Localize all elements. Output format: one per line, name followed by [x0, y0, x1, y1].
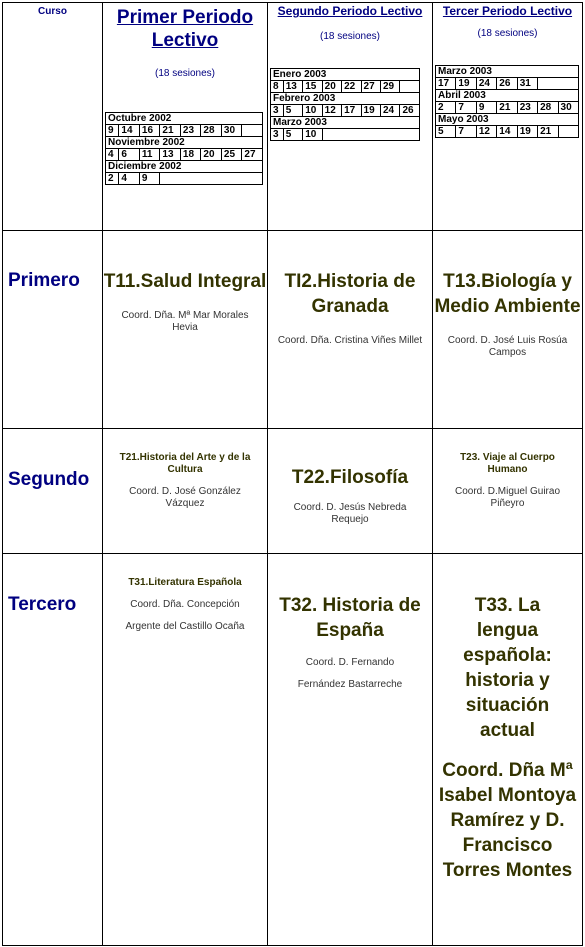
course-t23-coord: Coord. D.Miguel Guirao Piñeyro — [454, 486, 561, 509]
calendar-day: 21 — [160, 125, 181, 137]
calendar-month-label: Febrero 2003 — [271, 93, 420, 105]
course-t31-coord-1: Coord. Dña. Concepción — [130, 599, 240, 610]
calendar-empty-cell — [400, 81, 420, 93]
period1-title[interactable]: Primer Periodo Lectivo — [116, 7, 254, 51]
row-label-segundo: Segundo — [8, 469, 90, 490]
calendar-day: 7 — [456, 126, 476, 138]
course-t21-title: T21.Historia del Arte y de la Cultura — [119, 452, 251, 475]
calendar-day: 17 — [436, 78, 456, 90]
calendar-day: 30 — [558, 102, 578, 114]
course-t32-coord-2: Fernández Bastarreche — [297, 679, 403, 690]
course-t31-cell — [103, 554, 268, 946]
calendar-day: 3 — [271, 105, 284, 117]
calendar-month-label: Diciembre 2002 — [106, 161, 263, 173]
calendar-day: 13 — [283, 81, 302, 93]
calendar-day: 11 — [139, 149, 160, 161]
period3-calendar — [435, 65, 579, 138]
calendar-empty-cell — [558, 126, 578, 138]
calendar-day: 18 — [180, 149, 201, 161]
row-primero-label-cell — [3, 231, 103, 429]
course-t21-coord: Coord. D. José González Vázquez — [129, 486, 241, 509]
course-t12-title: TI2.Historia de Granada — [284, 271, 416, 317]
calendar-month-label: Marzo 2003 — [271, 117, 420, 129]
calendar-day: 20 — [322, 81, 341, 93]
course-t13-cell — [433, 231, 583, 429]
calendar-day: 8 — [271, 81, 284, 93]
calendar-day: 17 — [342, 105, 361, 117]
calendar-day: 19 — [456, 78, 476, 90]
row-segundo-label-cell — [3, 429, 103, 554]
row-primero — [3, 231, 583, 429]
course-t22-cell — [268, 429, 433, 554]
period1-calendar — [105, 112, 263, 185]
calendar-day: 26 — [497, 78, 517, 90]
calendar-day: 31 — [517, 78, 537, 90]
course-t11-title: T11.Salud Integral — [103, 271, 267, 292]
course-t22-coord: Coord. D. Jesús Nebreda Requejo — [293, 502, 407, 525]
course-t31-title: T31.Literatura Española — [128, 577, 242, 588]
calendar-empty-cell — [538, 78, 579, 90]
calendar-day: 5 — [283, 105, 302, 117]
row-tercero-label-cell — [3, 554, 103, 946]
course-t13-coord: Coord. D. José Luis Rosúa Campos — [447, 335, 568, 358]
calendar-day: 9 — [106, 125, 119, 137]
course-t13-title: T13.Biología y Medio Ambiente — [434, 271, 581, 317]
calendar-day: 29 — [381, 81, 400, 93]
course-t32-cell — [268, 554, 433, 946]
course-t33-title: T33. La lengua española: historia y situación actual — [463, 595, 552, 741]
curso-header-cell — [3, 3, 103, 231]
course-t31-coord-2: Argente del Castillo Ocaña — [125, 621, 245, 632]
calendar-day: 3 — [271, 129, 284, 141]
header-row — [3, 3, 583, 231]
calendar-day: 16 — [139, 125, 160, 137]
calendar-day: 21 — [497, 102, 517, 114]
calendar-day: 4 — [119, 173, 140, 185]
calendar-day: 23 — [517, 102, 537, 114]
calendar-day: 10 — [303, 129, 322, 141]
course-t33-cell — [433, 554, 583, 946]
calendar-day: 4 — [106, 149, 119, 161]
period3-sessions: (18 sesiones) — [477, 28, 538, 39]
program-table — [2, 2, 583, 946]
calendar-day: 5 — [283, 129, 302, 141]
course-t12-coord: Coord. Dña. Cristina Viñes Millet — [277, 335, 423, 346]
period1-header-cell — [103, 3, 268, 231]
period2-header-cell — [268, 3, 433, 231]
period3-header-cell — [433, 3, 583, 231]
calendar-day: 6 — [119, 149, 140, 161]
calendar-empty-cell — [242, 125, 263, 137]
period3-title[interactable]: Tercer Periodo Lectivo — [442, 4, 573, 18]
calendar-day: 23 — [180, 125, 201, 137]
calendar-month-label: Abril 2003 — [436, 90, 579, 102]
calendar-day: 12 — [476, 126, 496, 138]
calendar-month-label: Mayo 2003 — [436, 114, 579, 126]
calendar-month-label: Enero 2003 — [271, 69, 420, 81]
row-tercero — [3, 554, 583, 946]
course-t23-cell — [433, 429, 583, 554]
calendar-day: 27 — [242, 149, 263, 161]
period2-calendar — [270, 68, 420, 141]
calendar-day: 26 — [400, 105, 420, 117]
calendar-month-label: Noviembre 2002 — [106, 137, 263, 149]
row-label-primero: Primero — [8, 270, 80, 291]
calendar-day: 19 — [361, 105, 380, 117]
calendar-day: 24 — [476, 78, 496, 90]
course-t23-title: T23. Viaje al Cuerpo Humano — [460, 452, 555, 475]
calendar-day: 10 — [303, 105, 322, 117]
course-t33-coord: Coord. Dña Mª Isabel Montoya Ramírez y D. Francisco Torres Montes — [438, 760, 577, 881]
period2-title[interactable]: Segundo Periodo Lectivo — [277, 4, 423, 18]
curso-label: Curso — [38, 6, 67, 17]
calendar-day: 28 — [201, 125, 222, 137]
calendar-day: 2 — [436, 102, 456, 114]
calendar-day: 25 — [221, 149, 242, 161]
period1-sessions: (18 sesiones) — [154, 68, 216, 79]
course-t11-cell — [103, 231, 268, 429]
course-t32-coord-1: Coord. D. Fernando — [305, 657, 395, 668]
calendar-day: 27 — [361, 81, 380, 93]
course-t12-cell — [268, 231, 433, 429]
course-t32-title: T32. Historia de España — [279, 595, 421, 641]
calendar-day: 28 — [538, 102, 558, 114]
course-t11-coord: Coord. Dña. Mª Mar Morales Hevia — [121, 310, 249, 333]
course-t21-cell — [103, 429, 268, 554]
course-t22-title: T22.Filosofía — [291, 467, 409, 488]
calendar-day: 12 — [322, 105, 341, 117]
calendar-day: 2 — [106, 173, 119, 185]
calendar-day: 9 — [476, 102, 496, 114]
calendar-day: 14 — [119, 125, 140, 137]
calendar-day: 22 — [342, 81, 361, 93]
calendar-day: 20 — [201, 149, 222, 161]
calendar-month-label: Octubre 2002 — [106, 113, 263, 125]
calendar-day: 7 — [456, 102, 476, 114]
calendar-day: 24 — [381, 105, 400, 117]
calendar-day: 19 — [517, 126, 537, 138]
calendar-day: 9 — [139, 173, 160, 185]
calendar-day: 30 — [221, 125, 242, 137]
calendar-empty-cell — [160, 173, 263, 185]
period2-sessions: (18 sesiones) — [319, 31, 381, 42]
row-segundo — [3, 429, 583, 554]
calendar-empty-cell — [322, 129, 419, 141]
calendar-day: 14 — [497, 126, 517, 138]
row-label-tercero: Tercero — [8, 594, 77, 615]
calendar-month-label: Marzo 2003 — [436, 66, 579, 78]
calendar-day: 5 — [436, 126, 456, 138]
calendar-day: 15 — [303, 81, 322, 93]
calendar-day: 13 — [160, 149, 181, 161]
calendar-day: 21 — [538, 126, 558, 138]
